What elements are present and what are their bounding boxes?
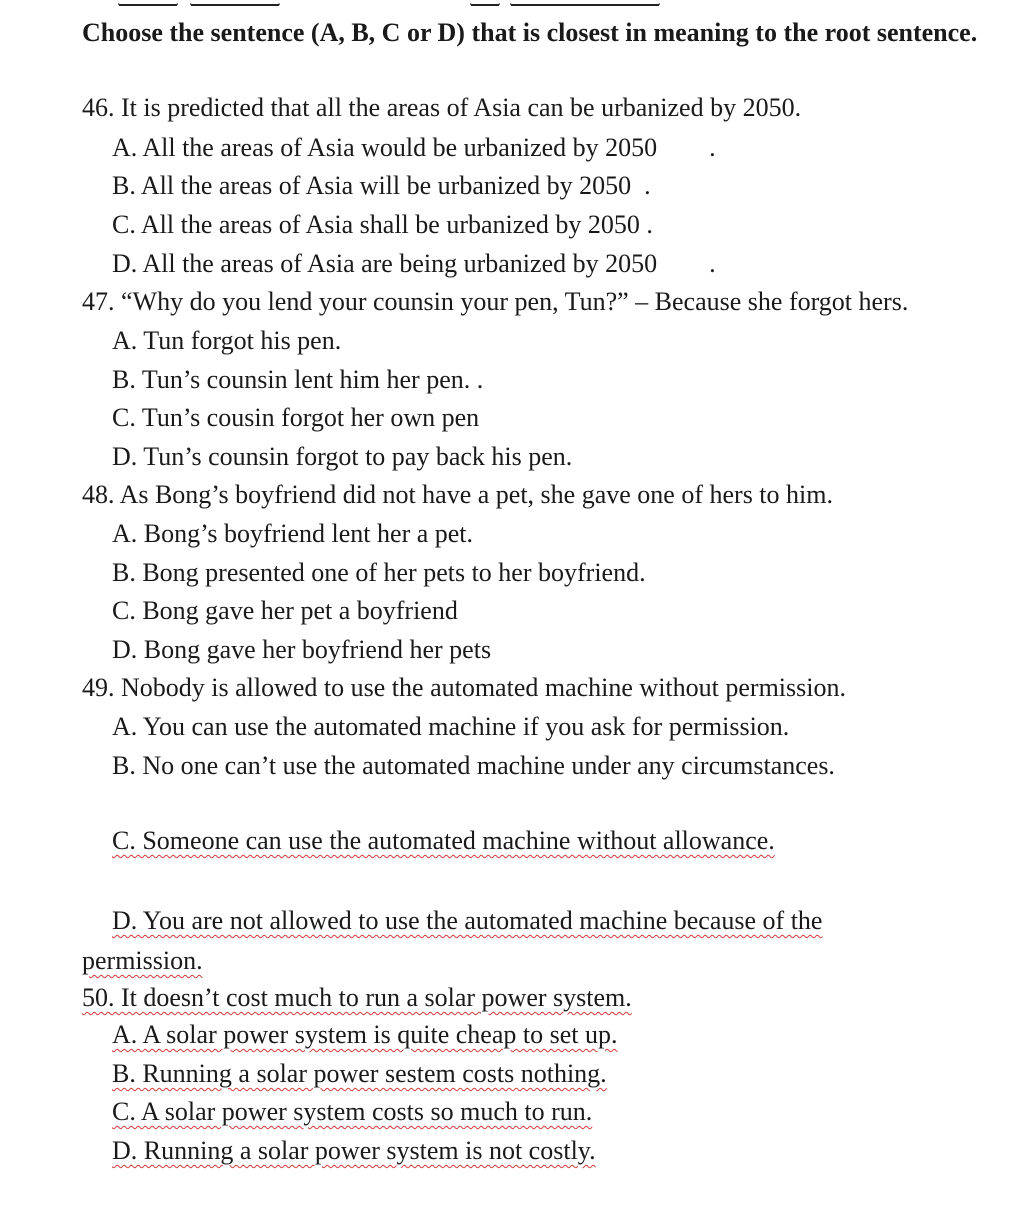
spellcheck-flagged-text: C. A solar power system costs so much to run. (112, 1097, 593, 1126)
question-47-stem: 47. “Why do you lend your counsin your pen, Tun?” – Because she forgot hers. (82, 287, 909, 316)
spellcheck-flagged-text: B. Running a solar power sestem costs nothing. (112, 1059, 607, 1088)
question-50-stem (82, 981, 1012, 1015)
question-46-option-d: D. All the areas of Asia are being urbanized by 2050 . (112, 249, 716, 278)
spellcheck-flagged-text: D. Running a solar power system is not costly. (112, 1136, 596, 1165)
question-46-option-c: C. All the areas of Asia shall be urbanized by 2050 . (112, 210, 653, 239)
question-48-stem: 48. As Bong’s boyfriend did not have a pet, she gave one of hers to him. (82, 480, 833, 509)
question-46-option-a: A. All the areas of Asia would be urbanized by 2050 . (112, 133, 716, 162)
spellcheck-flagged-text: D. You are not allowed to use the automated machine because of the permission. (82, 906, 823, 975)
question-50-option-a (112, 1018, 1012, 1052)
question-47-option-d: D. Tun’s counsin forgot to pay back his pen. (112, 442, 573, 471)
instruction-text: Choose the sentence (A, B, C or D) that is closest in meaning to the root sentence. (82, 18, 978, 47)
question-48-option-d: D. Bong gave her boyfriend her pets (112, 635, 492, 664)
question-50-option-b (112, 1057, 1012, 1091)
question-47-option-c: C. Tun’s cousin forgot her own pen (112, 403, 480, 432)
question-47-option-b: B. Tun’s counsin lent him her pen. . (112, 365, 484, 394)
cropped-previous-line (0, 0, 1024, 6)
spellcheck-flagged-text: 50. It doesn’t cost much to run a solar power system. (82, 983, 632, 1012)
question-49-option-c (112, 824, 1012, 858)
question-50-option-c (112, 1095, 1012, 1129)
spellcheck-flagged-text: A. A solar power system is quite cheap to set up. (112, 1020, 618, 1049)
question-47-option-a: A. Tun forgot his pen. (112, 326, 342, 355)
spellcheck-flagged-text: C. Someone can use the automated machine without allowance. (112, 826, 775, 855)
question-50-option-d (112, 1134, 1012, 1168)
question-49-option-a: A. You can use the automated machine if you ask for permission. (112, 712, 790, 741)
question-49-stem: 49. Nobody is allowed to use the automated machine without permission. (82, 673, 846, 702)
question-46-option-b: B. All the areas of Asia will be urbanized by 2050 . (112, 171, 651, 200)
question-46-stem: 46. It is predicted that all the areas of Asia can be urbanized by 2050. (82, 93, 802, 122)
question-48-option-b: B. Bong presented one of her pets to her boyfriend. (112, 558, 646, 587)
question-49-option-d (82, 901, 922, 981)
question-48-option-a: A. Bong’s boyfriend lent her a pet. (112, 519, 474, 548)
question-48-option-c: C. Bong gave her pet a boyfriend (112, 596, 458, 625)
question-49-option-b: B. No one can’t use the automated machine under any circumstances. (112, 751, 835, 780)
